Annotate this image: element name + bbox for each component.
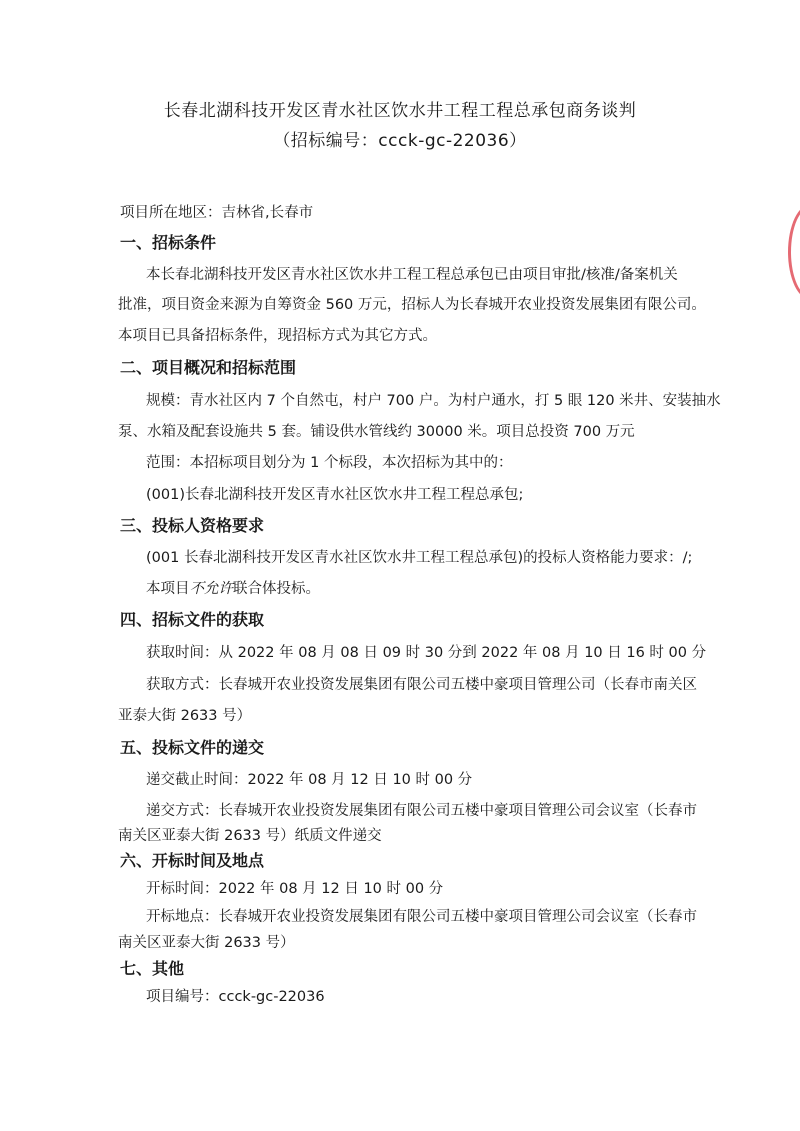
document-title: 长春北湖科技开发区青水社区饮水井工程工程总承包商务谈判 — [163, 101, 637, 121]
location-line: 项目所在地区：吉林省,长春市 — [120, 205, 314, 221]
section-6-heading: 六、开标时间及地点 — [120, 851, 265, 870]
section-3-line-1: (001 长春北湖科技开发区青水社区饮水井工程工程总承包)的投标人资格能力要求：/; — [146, 550, 693, 566]
section-7-line-1: 项目编号：ccck-gc-22036 — [146, 989, 325, 1005]
section-1-heading: 一、招标条件 — [120, 233, 217, 252]
section-5-heading: 五、投标文件的递交 — [120, 738, 265, 757]
section-6-line-2: 开标地点：长春城开农业投资发展集团有限公司五楼中豪项目管理公司会议室（长春市 — [146, 909, 697, 925]
section-7-heading: 七、其他 — [120, 959, 185, 978]
section-5-line-2: 递交方式：长春城开农业投资发展集团有限公司五楼中豪项目管理公司会议室（长春市 — [146, 803, 697, 819]
section-4-line-2: 获取方式：长春城开农业投资发展集团有限公司五楼中豪项目管理公司（长春市南关区 — [146, 677, 697, 693]
section-5-line-3: 南关区亚泰大街 2633 号）纸质文件递交 — [118, 828, 382, 844]
section-3-line-2-prefix: 本项目 — [146, 581, 190, 597]
section-1-line-1: 本长春北湖科技开发区青水社区饮水井工程工程总承包已由项目审批/核准/备案机关 — [146, 267, 678, 283]
section-2-line-4: (001)长春北湖科技开发区青水社区饮水井工程工程总承包; — [146, 487, 524, 503]
section-3-heading: 三、投标人资格要求 — [120, 516, 265, 535]
section-4-line-1: 获取时间：从 2022 年 08 月 08 日 09 时 30 分到 2022 年 08 月 10 日 16 时 00 分 — [146, 645, 707, 661]
section-1-line-3: 本项目已具备招标条件，现招标方式为其它方式。 — [118, 328, 437, 344]
section-2-line-2: 泵、水箱及配套设施共 5 套。铺设供水管线约 30000 米。项目总投资 700 万元 — [118, 424, 635, 440]
section-2-heading: 二、项目概况和招标范围 — [120, 358, 297, 377]
section-6-line-3: 南关区亚泰大街 2633 号） — [118, 935, 295, 951]
section-3-line-2-suffix: 联合体投标。 — [233, 581, 320, 597]
section-4-line-3: 亚泰大街 2633 号） — [118, 708, 252, 724]
section-4-heading: 四、招标文件的获取 — [120, 610, 265, 629]
section-2-line-3: 范围：本招标项目划分为 1 个标段，本次招标为其中的： — [146, 455, 513, 471]
document-subtitle: （招标编号：ccck-gc-22036） — [273, 131, 527, 151]
stamp-seal-edge — [788, 204, 800, 300]
section-2-line-1: 规模：青水社区内 7 个自然屯，村户 700 户。为村户通水，打 5 眼 120 米井、安装抽水 — [146, 393, 721, 409]
section-5-line-1: 递交截止时间：2022 年 08 月 12 日 10 时 00 分 — [146, 772, 473, 788]
section-3-line-2 — [146, 579, 320, 599]
section-3-line-2-italic: 不允许 — [189, 581, 233, 597]
section-6-line-1: 开标时间：2022 年 08 月 12 日 10 时 00 分 — [146, 881, 444, 897]
section-1-line-2: 批准，项目资金来源为自筹资金 560 万元，招标人为长春城开农业投资发展集团有限公司。 — [118, 297, 706, 313]
